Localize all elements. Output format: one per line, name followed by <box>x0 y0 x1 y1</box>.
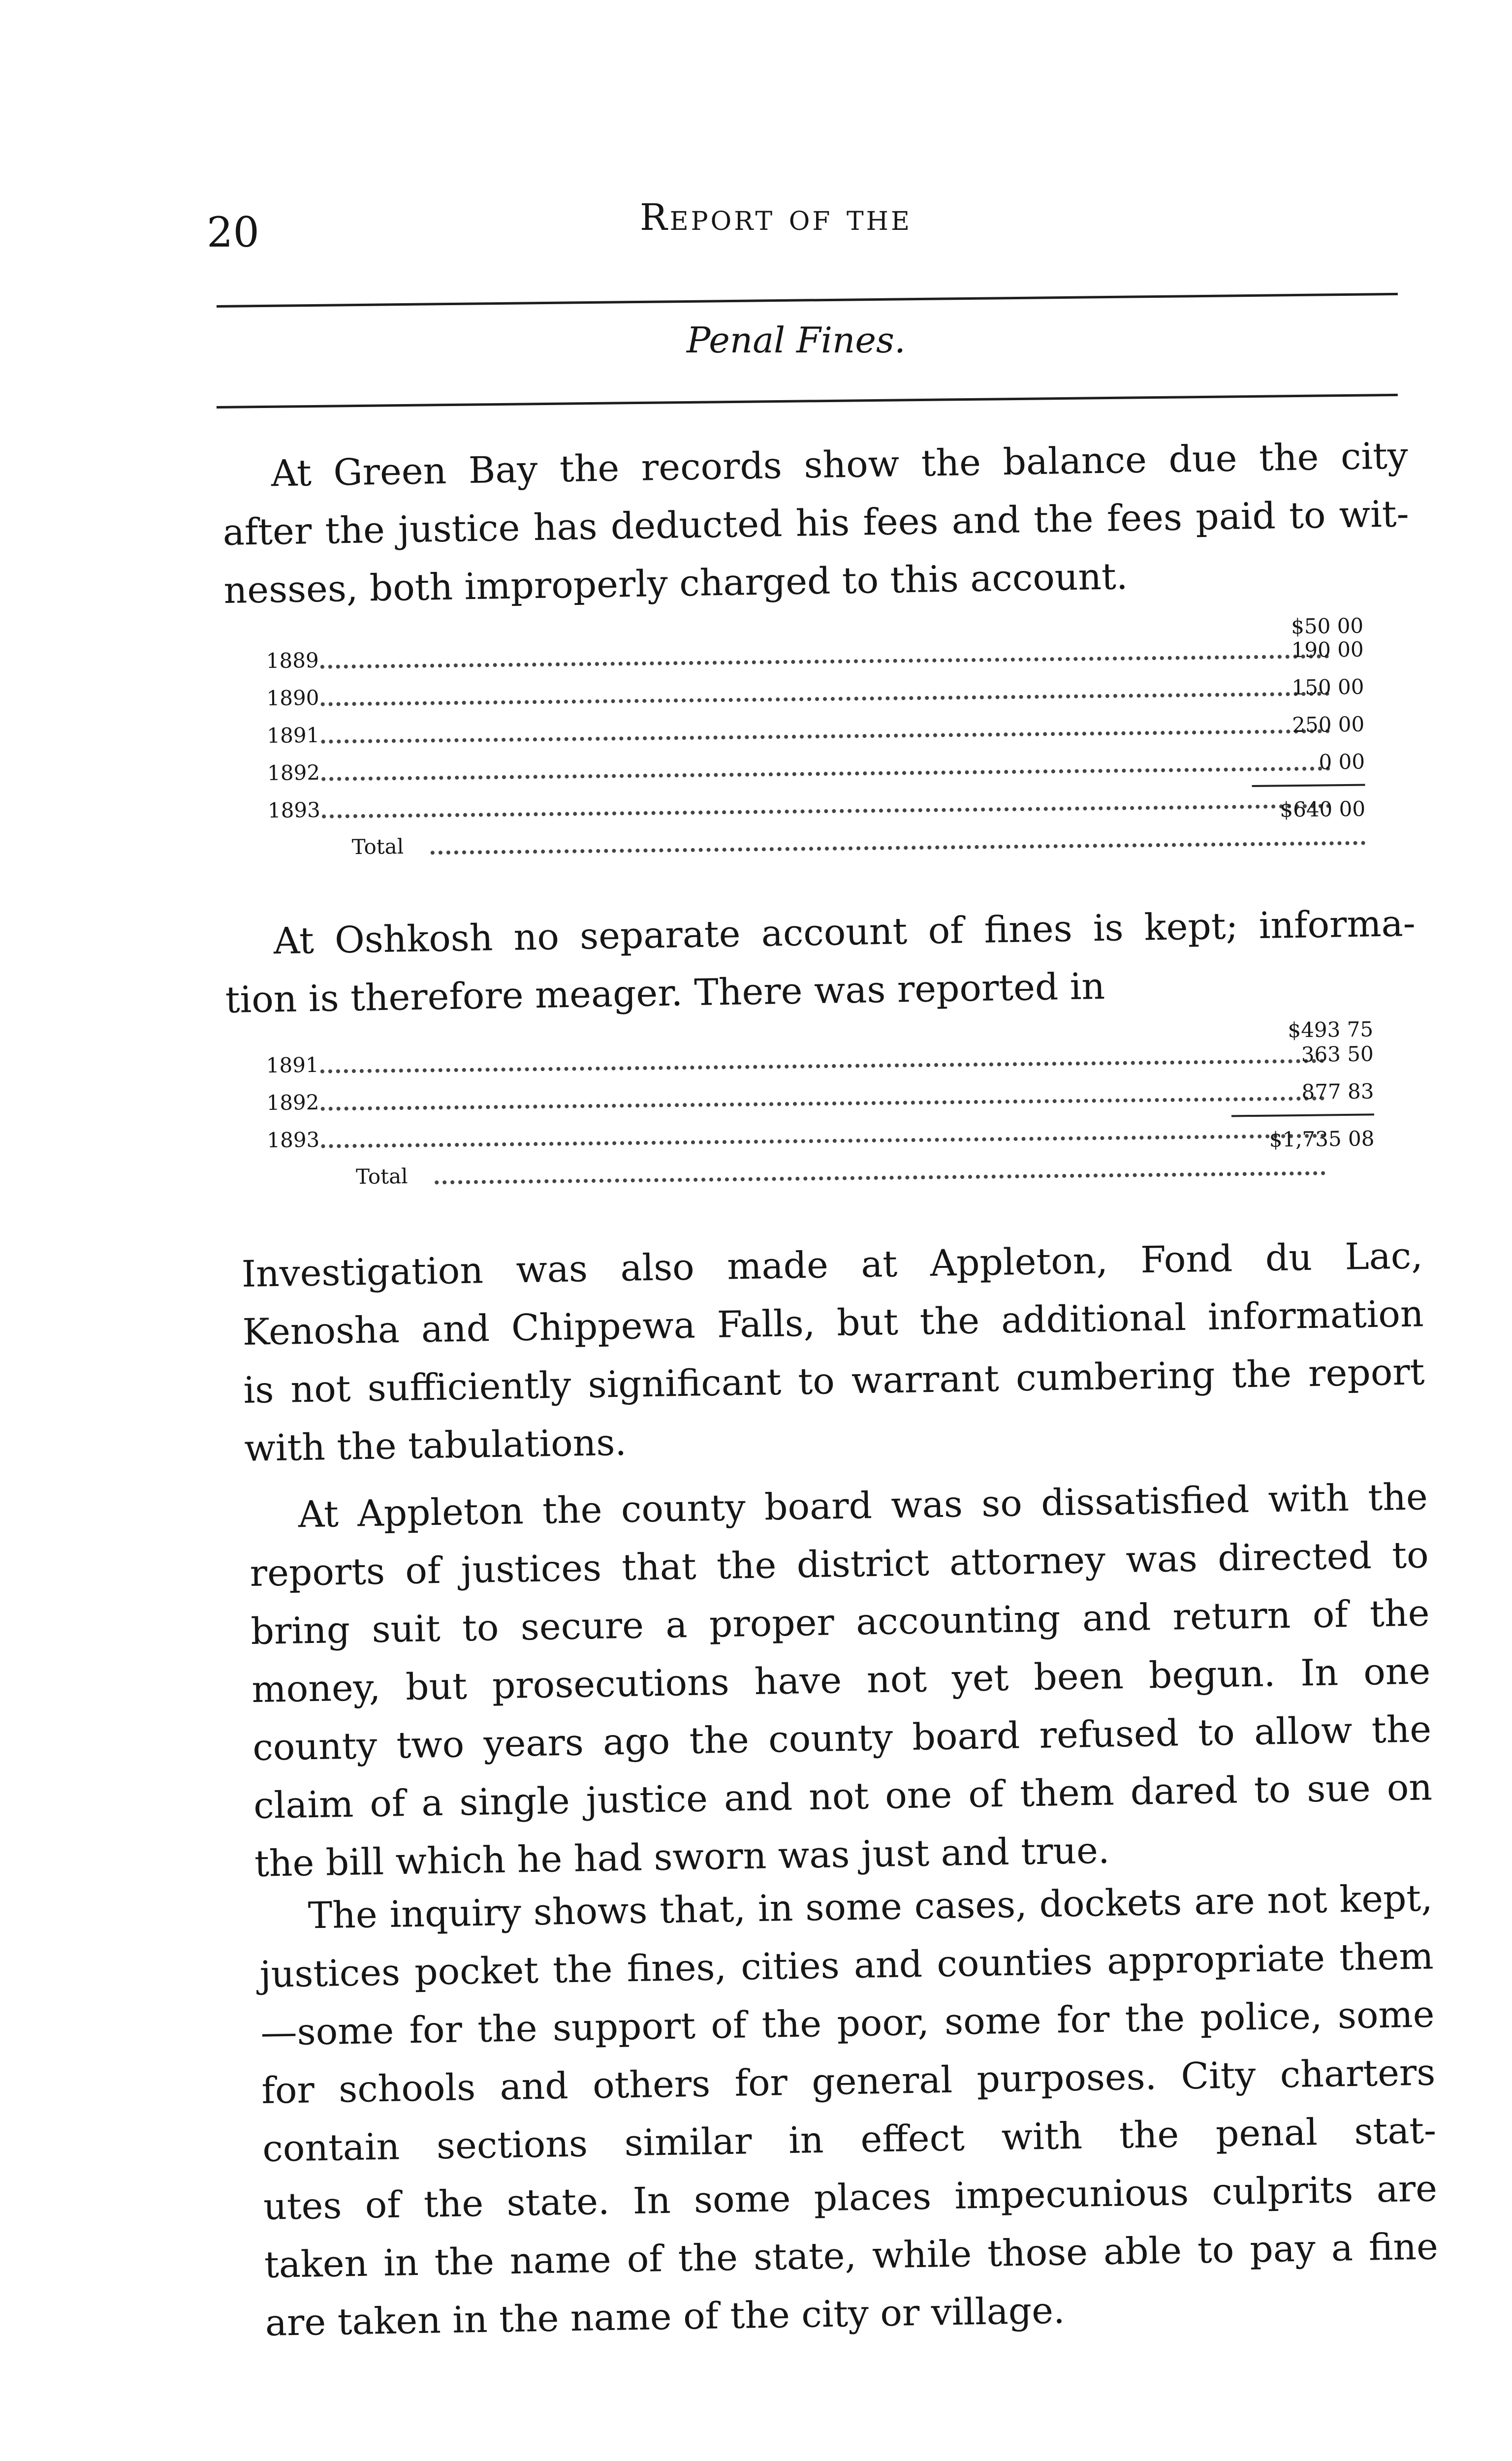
dot-leader <box>321 762 1330 781</box>
text-line: utes of the state. In some places impecunious culprits are <box>263 2167 1438 2228</box>
ledger-amount: 150 00 <box>1292 674 1364 700</box>
dot-leader <box>431 837 1366 855</box>
dot-leader <box>435 1167 1325 1184</box>
dot-leader <box>320 650 1329 668</box>
dot-leader <box>321 1092 1325 1110</box>
ledger-year: 1891 <box>267 723 320 748</box>
ledger-total-amount: $640 00 <box>1280 796 1366 822</box>
ledger-year: 1890 <box>266 685 319 710</box>
ledger-oshkosh <box>266 1017 1375 1216</box>
text-line: bring suit to secure a proper accounting and return of the <box>250 1592 1430 1653</box>
header-rule-top <box>217 293 1398 308</box>
text-line: contain sections similar in effect with the penal stat- <box>262 2109 1437 2170</box>
ledger-year: 1889 <box>266 648 319 673</box>
text-line: Kenosha and Chippewa Falls, but the additional information <box>242 1293 1424 1354</box>
text-line: taken in the name of the state, while those able to pay a fine <box>264 2225 1439 2286</box>
paragraph-appleton <box>249 1468 1434 1893</box>
paragraph-oshkosh <box>224 894 1417 1029</box>
ledger-amount: 190 00 <box>1291 637 1364 663</box>
ledger-total-label: Total <box>355 1164 408 1189</box>
paragraph-inquiry <box>258 1869 1440 2352</box>
dot-leader <box>321 725 1330 743</box>
dot-leader <box>321 688 1330 706</box>
dot-leader <box>320 1055 1324 1073</box>
ledger-amount: 250 00 <box>1292 712 1365 737</box>
ledger-year: 1892 <box>267 760 320 785</box>
ledger-green-bay <box>266 614 1366 881</box>
ledger-year: 1892 <box>266 1090 319 1115</box>
ledger-year: 1891 <box>266 1052 319 1077</box>
dot-leader <box>322 800 1331 818</box>
text-line: county two years ago the county board refused to allow the <box>252 1708 1432 1769</box>
text-line: after the justice has deducted his fees and the fees paid to wit- <box>222 493 1410 554</box>
ledger-amount: 0 00 <box>1319 749 1365 774</box>
text-line: At Green Bay the records show the balance due the city <box>271 435 1409 495</box>
ledger-total-amount: $1,735 08 <box>1269 1126 1375 1152</box>
text-line: nesses, both improperly charged to this account. <box>223 555 1128 612</box>
text-line: are taken in the name of the city or village. <box>265 2289 1066 2344</box>
running-head: Report of the <box>640 196 912 239</box>
header-rule-bottom <box>217 394 1398 409</box>
text-line: with the tabulations. <box>244 1421 627 1470</box>
text-line: —some for the support of the poor, some for the police, some <box>260 1993 1435 2054</box>
text-line: the bill which he had sworn was just and true. <box>254 1829 1110 1885</box>
text-line: At Oshkosh no separate account of fines is kept; informa- <box>273 902 1416 963</box>
paragraph-green-bay <box>221 427 1410 620</box>
text-line: tion is therefore meager. There was reported in <box>225 965 1105 1021</box>
paragraph-investigation <box>241 1227 1426 1478</box>
text-line: is not sufficiently significant to warrant cumbering the report <box>243 1351 1425 1412</box>
section-title: Penal Fines. <box>687 319 906 361</box>
text-line: The inquiry shows that, in some cases, dockets are not kept, <box>308 1877 1433 1937</box>
text-line: At Appleton the county board was so dissatisfied with the <box>298 1476 1428 1536</box>
ledger-total-label: Total <box>351 834 404 859</box>
ledger-amount: 363 50 <box>1301 1041 1374 1067</box>
text-line: reports of justices that the district attorney was directed to <box>250 1534 1429 1595</box>
text-line: justices pocket the fines, cities and counties appropriate them <box>259 1935 1434 1996</box>
ledger-year: 1893 <box>267 797 321 822</box>
ledger-amount: $493 75 <box>1288 1017 1374 1042</box>
text-line: Investigation was also made at Appleton, Fond du Lac, <box>241 1234 1423 1295</box>
text-line: money, but prosecutions have not yet been begun. In one <box>251 1650 1431 1711</box>
text-line: for schools and others for general purposes. City charters <box>261 2051 1436 2112</box>
dot-leader <box>321 1130 1325 1148</box>
ledger-amount: 877 83 <box>1301 1079 1374 1104</box>
text-line: claim of a single justice and not one of them dared to sue on <box>253 1766 1433 1827</box>
ledger-year: 1893 <box>267 1127 320 1152</box>
ledger-amount: $50 00 <box>1291 613 1364 639</box>
page-number: 20 <box>207 208 259 256</box>
